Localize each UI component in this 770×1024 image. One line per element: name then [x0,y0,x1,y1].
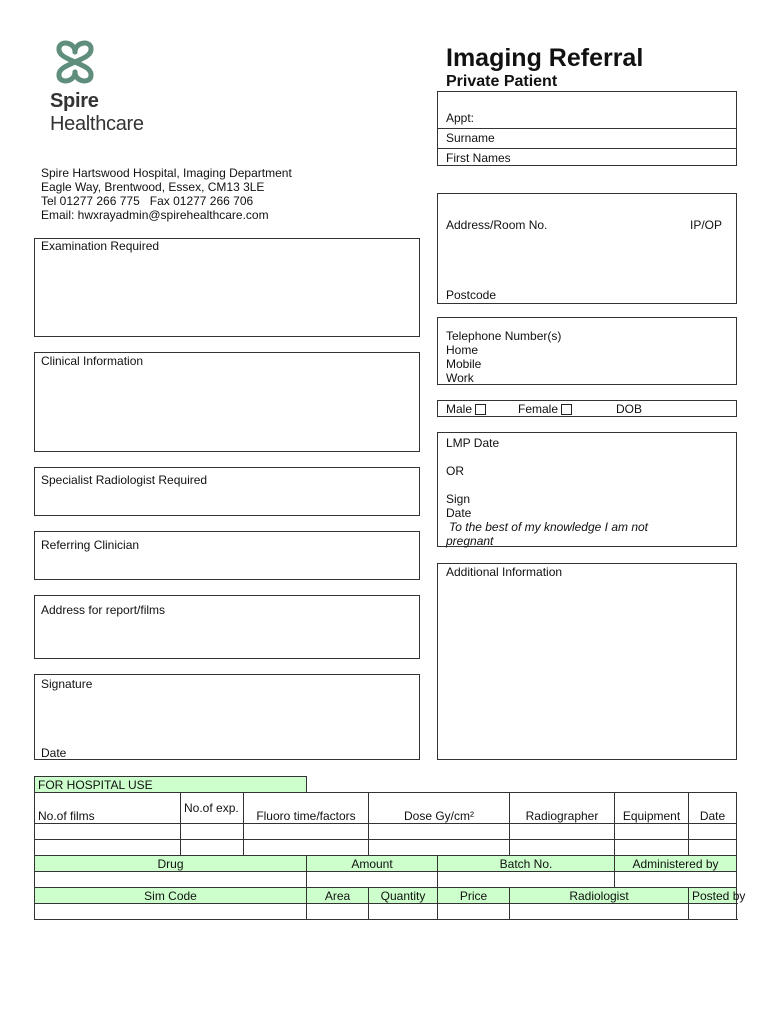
brand-name-bold: Spire [50,90,99,112]
specialist-label: Specialist Radiologist Required [41,473,208,487]
no-films-header: No.of films [35,793,181,824]
lmp-date-label: LMP Date [446,436,500,450]
dob-label: DOB [616,402,643,416]
address-report-label: Address for report/films [41,603,166,617]
pregnancy-statement-2: pregnant [446,534,494,548]
male-option[interactable] [446,402,486,416]
male-label: Male [446,402,473,416]
surname-label: Surname [446,131,495,145]
pregnancy-statement-1: To the best of my knowledge I am not [449,520,649,534]
table-row[interactable] [35,904,737,920]
appt-label: Appt: [446,111,475,125]
examination-label: Examination Required [41,239,160,253]
referring-clinician-label: Referring Clinician [41,538,140,552]
hospital-line1: Spire Hartswood Hospital, Imaging Department [41,166,292,180]
sim-code-header: Sim Code [35,888,307,904]
drug-header: Drug [35,856,307,872]
no-exp-header: No.of exp. [181,793,244,824]
posted-by-header: Posted by [689,888,737,904]
or-label: OR [446,464,464,478]
page-subtitle: Private Patient [446,73,558,90]
amount-header: Amount [307,856,438,872]
hospital-line4: Email: hwxrayadmin@spirehealthcare.com [41,208,269,222]
clinical-info-label: Clinical Information [41,354,144,368]
hospital-line2: Eagle Way, Brentwood, Essex, CM13 3LE [41,180,265,194]
postcode-label: Postcode [446,288,497,302]
first-names-label: First Names [446,151,511,165]
table-row[interactable] [35,840,737,856]
mobile-label: Mobile [446,357,482,371]
telephone-box[interactable] [437,317,737,385]
telephone-label: Telephone Number(s) [446,329,562,343]
hospital-use-table [34,776,746,920]
hospital-line3: Tel 01277 266 775 Fax 01277 266 706 [41,194,254,208]
signature-label: Signature [41,677,93,691]
hospital-use-header: FOR HOSPITAL USE [35,777,307,793]
table-row[interactable] [35,872,737,888]
additional-info-label: Additional Information [446,565,563,579]
equipment-header: Equipment [615,793,689,824]
female-option[interactable] [518,402,572,416]
work-label: Work [446,371,474,385]
radiographer-header: Radiographer [510,793,615,824]
female-label: Female [518,402,559,416]
hospital-address [41,166,292,222]
date-header: Date [689,793,737,824]
batch-no-header: Batch No. [438,856,615,872]
quantity-header: Quantity [369,888,438,904]
signature-date-label: Date [41,746,67,760]
dose-header: Dose Gy/cm² [369,793,510,824]
home-label: Home [446,343,479,357]
lmp-sign-date-label: Date [446,506,472,520]
radiologist-header: Radiologist [510,888,689,904]
additional-info-box[interactable] [437,563,737,760]
page-title: Imaging Referral [446,44,644,72]
administered-by-header: Administered by [615,856,737,872]
area-header: Area [307,888,369,904]
table-row[interactable] [35,824,737,840]
sign-label: Sign [446,492,471,506]
price-header: Price [438,888,510,904]
ipop-label: IP/OP [690,218,723,232]
fluoro-header: Fluoro time/factors [244,793,369,824]
address-label: Address/Room No. [446,218,548,232]
spire-logo [50,38,190,135]
male-checkbox[interactable] [475,404,486,415]
heart-logo-icon [52,38,98,86]
female-checkbox[interactable] [561,404,572,415]
brand-name-rest: Healthcare [50,113,144,135]
